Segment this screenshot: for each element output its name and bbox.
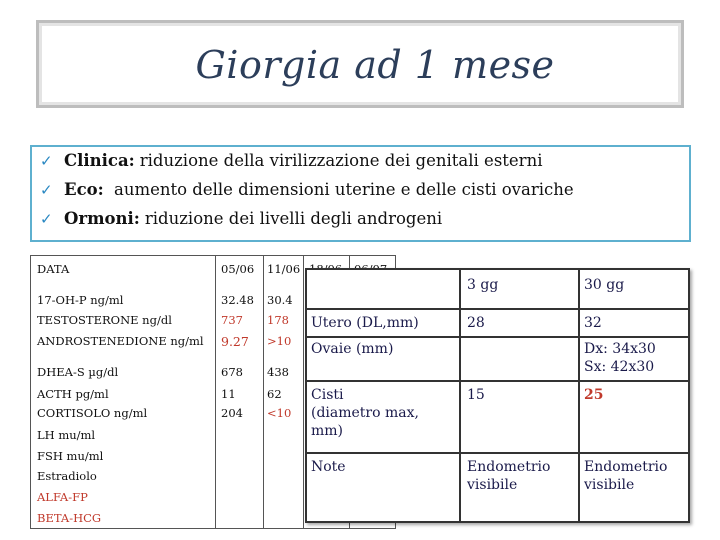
row-value: 15 (467, 387, 485, 403)
row-label: DHEA-S µg/dl (37, 365, 119, 379)
row-label: TESTOSTERONE ng/dl (37, 313, 172, 327)
row-label: 17-OH-P ng/ml (37, 293, 124, 307)
bullet-ormoni (40, 209, 689, 238)
bullet-text: aumento delle dimensioni uterine e delle cisti ovariche (108, 180, 574, 199)
row-label: BETA-HCG (37, 511, 102, 525)
row-value: 62 (267, 387, 282, 401)
row-value: 678 (221, 365, 243, 379)
check-icon: ✓ (40, 181, 53, 199)
row-label: ACTH pg/ml (37, 387, 109, 401)
slide-title: Giorgia ad 1 mese (195, 43, 555, 87)
row-value: 28 (467, 315, 485, 331)
row-value: 32.48 (221, 293, 254, 307)
summary-box (30, 145, 691, 242)
row-value: 438 (267, 365, 289, 379)
row-label: CORTISOLO ng/ml (37, 406, 148, 420)
row-value: Endometrio visibile (467, 459, 551, 493)
table-row (307, 380, 688, 454)
column-divider (303, 256, 304, 528)
bullet-text: riduzione della virilizzazione dei genitali esterni (139, 151, 543, 170)
table-row (307, 336, 688, 382)
column-divider (215, 256, 216, 528)
row-value: 25 (584, 387, 604, 403)
row-label: Utero (DL,mm) (311, 315, 419, 331)
check-icon: ✓ (40, 152, 53, 170)
ultrasound-table (305, 268, 690, 523)
row-value: 204 (221, 406, 243, 420)
header-date: 11/06 (267, 262, 301, 276)
row-label: LH mu/ml (37, 428, 96, 442)
row-value: <10 (267, 406, 292, 420)
bullet-clinica (40, 151, 689, 180)
bullet-label: Clinica: (64, 151, 135, 170)
title-box (36, 20, 684, 108)
row-label: Cisti (diametro max, mm) (311, 387, 419, 439)
bullet-text: riduzione dei livelli degli androgeni (144, 209, 443, 228)
row-label: Ovaie (mm) (311, 341, 394, 357)
row-label: ALFA-FP (37, 490, 88, 504)
row-label: Note (311, 459, 346, 475)
row-label: ANDROSTENEDIONE ng/ml (37, 334, 204, 348)
row-value: 32 (584, 315, 602, 331)
table-row (307, 270, 688, 308)
column-divider (263, 256, 264, 528)
row-label: Estradiolo (37, 469, 97, 483)
row-value: 9.27 (221, 334, 249, 349)
row-value: 11 (221, 387, 236, 401)
row-value: 30.4 (267, 293, 293, 307)
header-date: 05/06 (221, 262, 255, 276)
row-value: >10 (267, 334, 292, 348)
header-30gg: 30 gg (584, 277, 625, 293)
row-value: 737 (221, 313, 243, 327)
table-row (307, 452, 688, 523)
bullet-label: Eco: (64, 180, 104, 199)
bullet-eco (40, 180, 689, 209)
row-value: 178 (267, 313, 289, 327)
row-label: FSH mu/ml (37, 449, 104, 463)
row-value: Endometrio visibile (584, 459, 668, 493)
table-row (307, 308, 688, 338)
bullet-label: Ormoni: (64, 209, 140, 228)
header-data: DATA (37, 262, 70, 276)
header-3gg: 3 gg (467, 277, 499, 293)
row-value: Dx: 34x30 Sx: 42x30 (584, 341, 656, 375)
check-icon: ✓ (40, 210, 53, 228)
